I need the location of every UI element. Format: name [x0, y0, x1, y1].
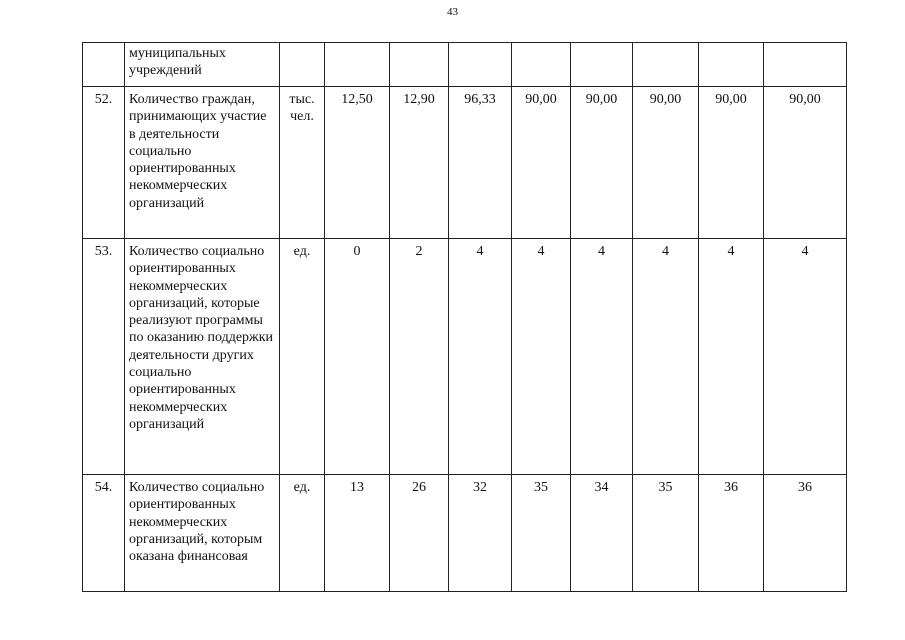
value-cell: 13 [325, 475, 390, 592]
value-cell: 4 [512, 239, 571, 475]
unit-cell: ед. [280, 475, 325, 592]
value-cell [699, 43, 764, 87]
value-cell [449, 43, 512, 87]
value-cell [764, 43, 847, 87]
indicator-name: Количество граждан, принимающих участие в деятельности социально ориентированных некоммерческих организаций [125, 87, 280, 239]
value-cell: 4 [571, 239, 633, 475]
value-cell [633, 43, 699, 87]
indicator-name: муниципальных учреждений [125, 43, 280, 87]
indicators-table [82, 42, 847, 592]
value-cell [571, 43, 633, 87]
table-row [83, 87, 847, 239]
value-cell: 12,90 [390, 87, 449, 239]
value-cell: 35 [512, 475, 571, 592]
row-number: 52. [83, 87, 125, 239]
value-cell: 0 [325, 239, 390, 475]
table-row [83, 239, 847, 475]
unit-cell: ед. [280, 239, 325, 475]
value-cell: 90,00 [571, 87, 633, 239]
row-number: 54. [83, 475, 125, 592]
value-cell: 4 [449, 239, 512, 475]
value-cell: 90,00 [699, 87, 764, 239]
value-cell: 12,50 [325, 87, 390, 239]
value-cell: 90,00 [633, 87, 699, 239]
value-cell: 36 [699, 475, 764, 592]
value-cell: 4 [633, 239, 699, 475]
value-cell: 96,33 [449, 87, 512, 239]
value-cell: 26 [390, 475, 449, 592]
table-row [83, 43, 847, 87]
table-row [83, 475, 847, 592]
value-cell [390, 43, 449, 87]
value-cell: 35 [633, 475, 699, 592]
unit-cell: тыс. чел. [280, 87, 325, 239]
value-cell: 34 [571, 475, 633, 592]
page-number: 43 [447, 6, 458, 18]
value-cell: 4 [764, 239, 847, 475]
value-cell: 4 [699, 239, 764, 475]
value-cell: 2 [390, 239, 449, 475]
indicator-name: Количество социально ориентированных некоммерческих организаций, которым оказана финансовая [125, 475, 280, 592]
indicator-name: Количество социально ориентированных некоммерческих организаций, которые реализуют программы по оказанию поддержки деятельности других социально ориентированных некоммерческих организаций [125, 239, 280, 475]
value-cell [512, 43, 571, 87]
row-number: 53. [83, 239, 125, 475]
value-cell: 90,00 [764, 87, 847, 239]
value-cell: 32 [449, 475, 512, 592]
unit-cell [280, 43, 325, 87]
value-cell: 90,00 [512, 87, 571, 239]
row-number [83, 43, 125, 87]
value-cell: 36 [764, 475, 847, 592]
value-cell [325, 43, 390, 87]
